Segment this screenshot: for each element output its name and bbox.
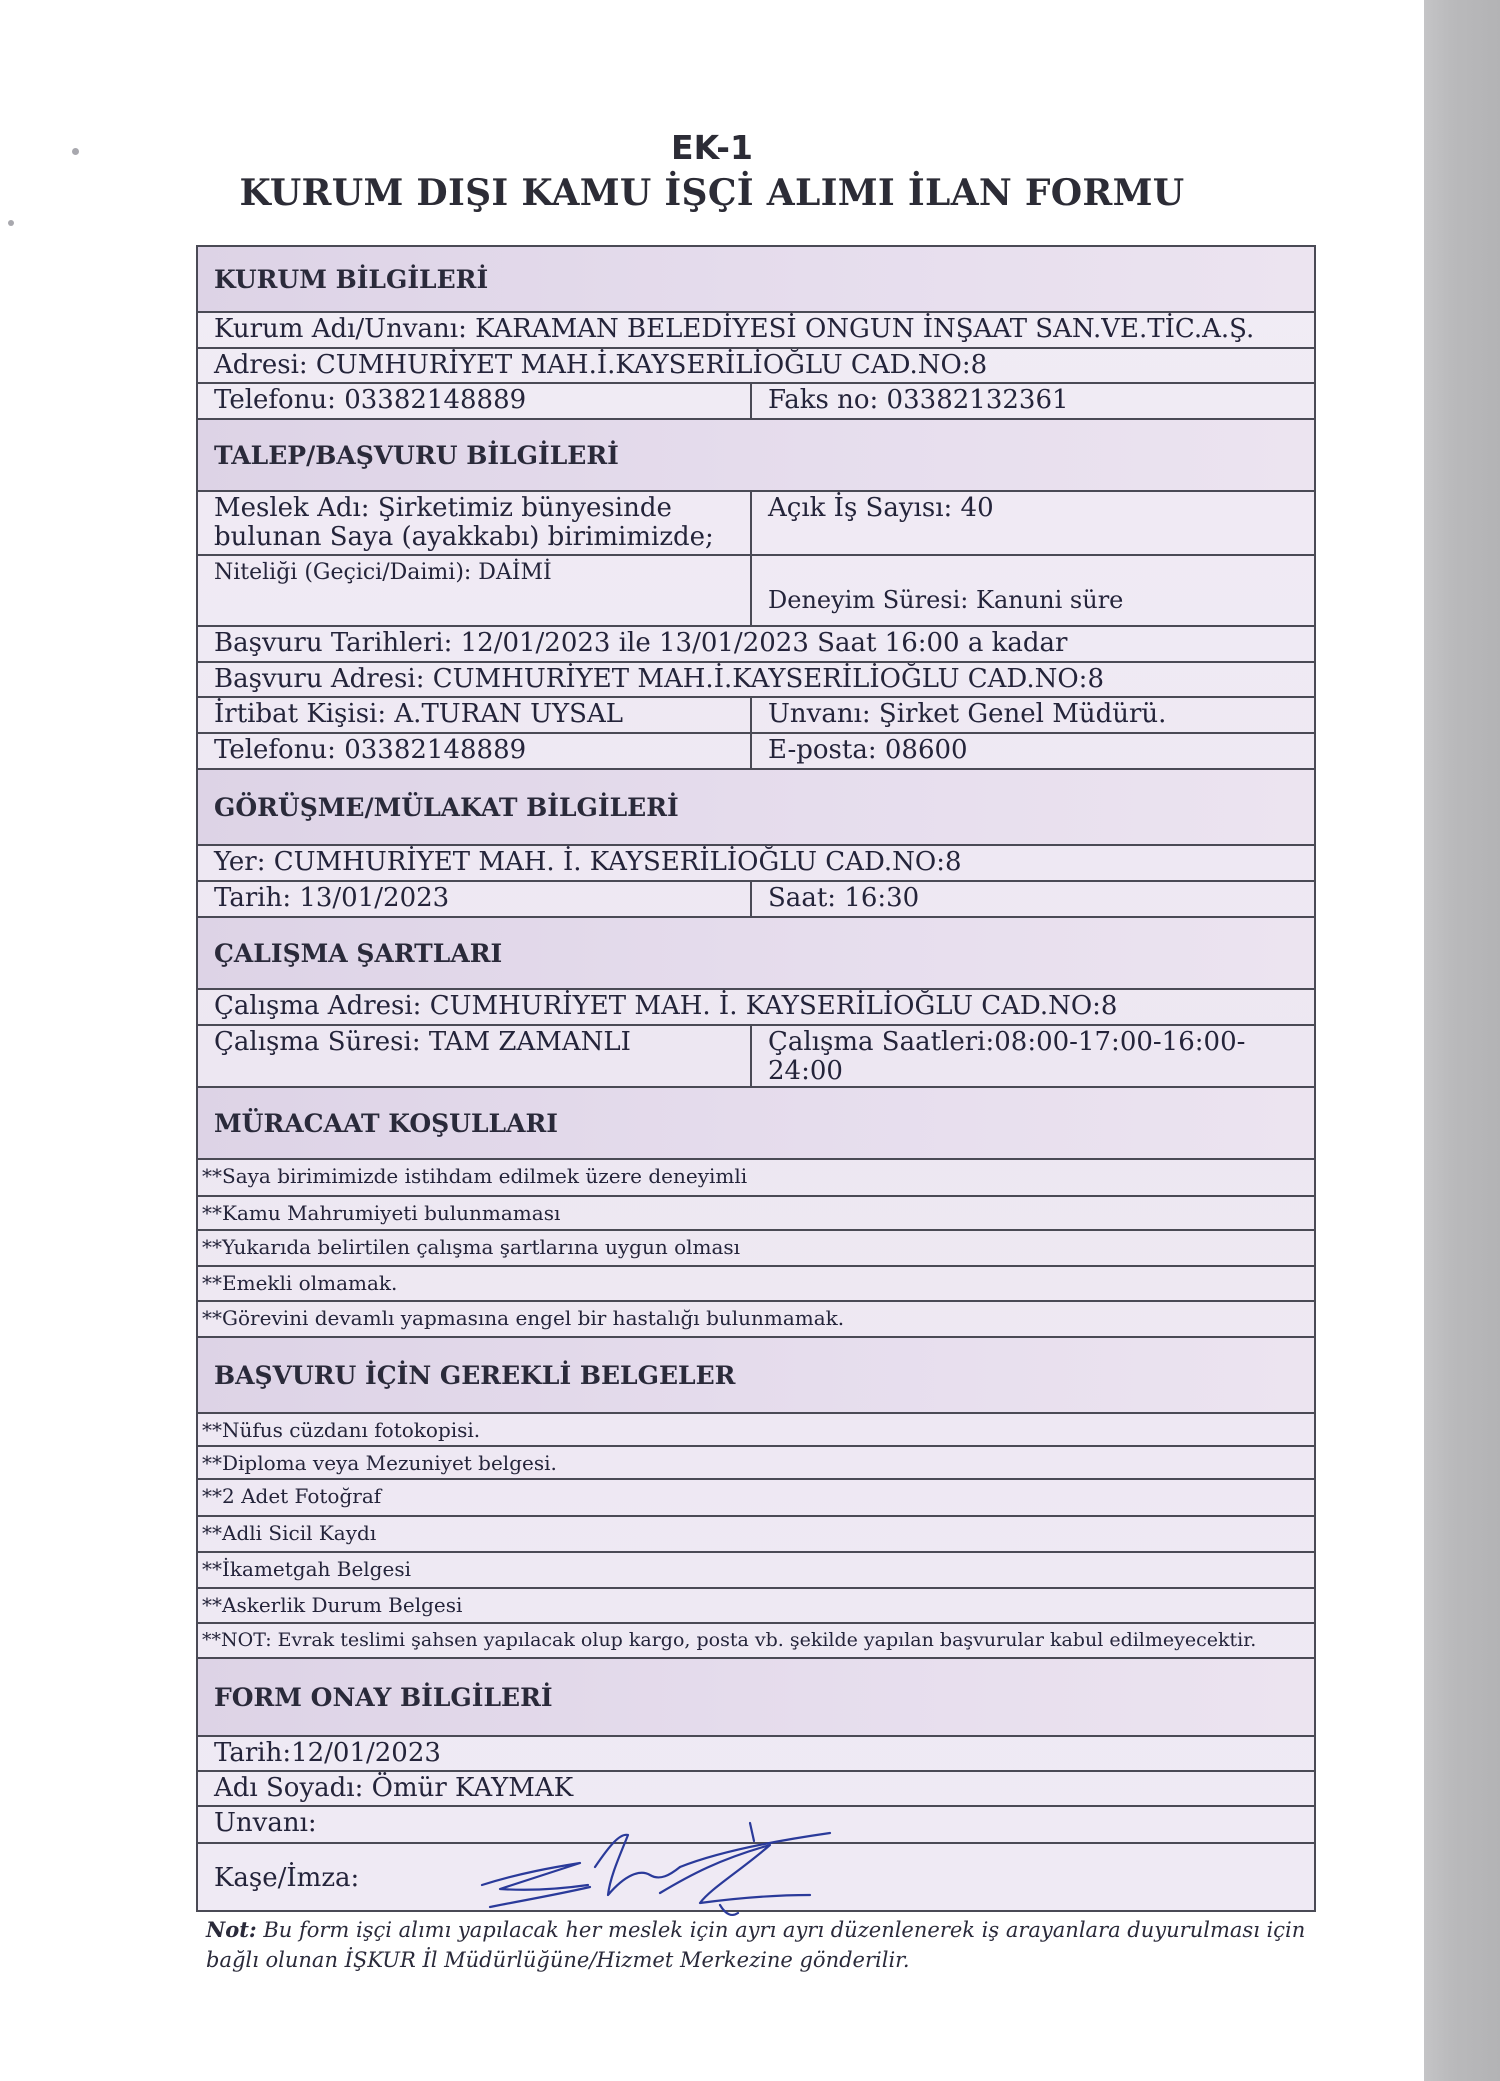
contact-phone: Telefonu: 03382148889 <box>198 734 752 768</box>
contact-title: Unvanı: Şirket Genel Müdürü. <box>768 699 1167 729</box>
contact-person: İrtibat Kişisi: A.TURAN UYSAL <box>198 698 752 732</box>
approval-date: Tarih:12/01/2023 <box>214 1738 441 1768</box>
document-item: **Askerlik Durum Belgesi <box>202 1593 463 1617</box>
form-row <box>198 698 1314 734</box>
kurum-name: Kurum Adı/Unvanı: KARAMAN BELEDİYESİ ONGUN İNŞAAT SAN.VE.TİC.A.Ş. <box>214 314 1255 344</box>
form-row <box>198 1772 1314 1807</box>
list-item <box>198 1267 1314 1302</box>
list-item <box>198 1517 1314 1553</box>
form-row <box>198 990 1314 1026</box>
form-row <box>198 1737 1314 1772</box>
condition-item: **Görevini devamlı yapmasına engel bir hastalığı bulunmamak. <box>202 1306 845 1330</box>
document-item: **Nüfus cüzdanı fotokopisi. <box>202 1418 481 1442</box>
section-muracaat: MÜRACAAT KOŞULLARI <box>198 1088 1314 1160</box>
form-row <box>198 627 1314 663</box>
work-duration: Çalışma Süresi: TAM ZAMANLI <box>198 1026 752 1086</box>
section-calisma: ÇALIŞMA ŞARTLARI <box>198 918 1314 990</box>
condition-item: **Saya birimimizde istihdam edilmek üzere deneyimli <box>202 1164 748 1188</box>
kurum-address: Adresi: CUMHURİYET MAH.İ.KAYSERİLİOĞLU CAD.NO:8 <box>214 350 988 380</box>
list-item <box>198 1160 1314 1197</box>
application-address: Başvuru Adresi: CUMHURİYET MAH.İ.KAYSERİLİOĞLU CAD.NO:8 <box>214 664 1104 694</box>
kurum-fax: Faks no: 03382132361 <box>768 385 1069 415</box>
approver-title: Unvanı: <box>214 1808 317 1838</box>
list-item <box>198 1553 1314 1589</box>
section-talep: TALEP/BAŞVURU BİLGİLERİ <box>198 420 1314 492</box>
form-row <box>198 556 1314 627</box>
form-row <box>198 663 1314 698</box>
form-row <box>198 1026 1314 1088</box>
experience-duration: Deneyim Süresi: Kanuni süre <box>768 586 1124 614</box>
signature-image <box>460 1815 840 1925</box>
form-row <box>198 734 1314 770</box>
list-item <box>198 1480 1314 1517</box>
stamp-signature-label: Kaşe/İmza: <box>214 1862 360 1893</box>
interview-date: Tarih: 13/01/2023 <box>198 882 752 916</box>
document-item: **İkametgah Belgesi <box>202 1557 411 1581</box>
work-address: Çalışma Adresi: CUMHURİYET MAH. İ. KAYSERİLİOĞLU CAD.NO:8 <box>214 991 1118 1021</box>
work-hours: Çalışma Saatleri:08:00-17:00-16:00-24:00 <box>768 1027 1246 1086</box>
form-row <box>198 846 1314 882</box>
form-row <box>198 384 1314 420</box>
approver-name: Adı Soyadı: Ömür KAYMAK <box>214 1773 574 1803</box>
job-posting-form <box>196 245 1316 1912</box>
list-item <box>198 1197 1314 1231</box>
list-item <box>198 1231 1314 1267</box>
form-row <box>198 882 1314 918</box>
section-belgeler: BAŞVURU İÇİN GEREKLİ BELGELER <box>198 1338 1314 1414</box>
list-item <box>198 1589 1314 1624</box>
list-item <box>198 1414 1314 1447</box>
condition-item: **Emekli olmamak. <box>202 1271 398 1295</box>
application-dates: Başvuru Tarihleri: 12/01/2023 ile 13/01/2023 Saat 16:00 a kadar <box>214 628 1068 658</box>
section-gorusme: GÖRÜŞME/MÜLAKAT BİLGİLERİ <box>198 770 1314 846</box>
document-item: **NOT: Evrak teslimi şahsen yapılacak olup kargo, posta vb. şekilde yapılan başvurular kabul edilmeyecektir. <box>202 1629 1257 1651</box>
footer-note <box>206 1915 1330 1975</box>
condition-item: **Yukarıda belirtilen çalışma şartlarına uygun olması <box>202 1235 741 1259</box>
list-item <box>198 1447 1314 1480</box>
note-label: Not: <box>206 1917 257 1942</box>
list-item <box>198 1624 1314 1659</box>
document-item: **Adli Sicil Kaydı <box>202 1521 377 1545</box>
condition-item: **Kamu Mahrumiyeti bulunmaması <box>202 1201 561 1225</box>
page-title: KURUM DIŞI KAMU İŞÇİ ALIMI İLAN FORMU <box>239 172 1185 214</box>
profession-name: Meslek Adı: Şirketimiz bünyesinde bulunan Saya (ayakkabı) birimimizde; <box>198 492 752 554</box>
interview-time: Saat: 16:30 <box>768 883 920 913</box>
form-row <box>198 349 1314 384</box>
list-item <box>198 1302 1314 1338</box>
scan-margin <box>1424 0 1500 2081</box>
document-item: **Diploma veya Mezuniyet belgesi. <box>202 1451 557 1475</box>
job-nature: Niteliği (Geçici/Daimi): DAİMİ <box>198 556 752 625</box>
form-row <box>198 313 1314 349</box>
annex-label: EK-1 <box>671 128 753 167</box>
form-row <box>198 492 1314 556</box>
document-item: **2 Adet Fotoğraf <box>202 1484 382 1508</box>
section-onay: FORM ONAY BİLGİLERİ <box>198 1659 1314 1737</box>
interview-place: Yer: CUMHURİYET MAH. İ. KAYSERİLİOĞLU CAD.NO:8 <box>214 847 962 877</box>
section-kurum: KURUM BİLGİLERİ <box>198 247 1314 313</box>
contact-email: E-posta: 08600 <box>768 735 968 765</box>
scan-speck <box>8 220 14 226</box>
kurum-phone: Telefonu: 03382148889 <box>198 384 752 418</box>
note-text: Bu form işçi alımı yapılacak her meslek için ayrı ayrı düzenlenerek iş arayanlara duyurulması için bağlı olunan İŞKUR İl Müdürlüğüne/Hizmet Merkezine gönderilir. <box>206 1918 1306 1972</box>
open-jobs-count: Açık İş Sayısı: 40 <box>768 493 994 523</box>
